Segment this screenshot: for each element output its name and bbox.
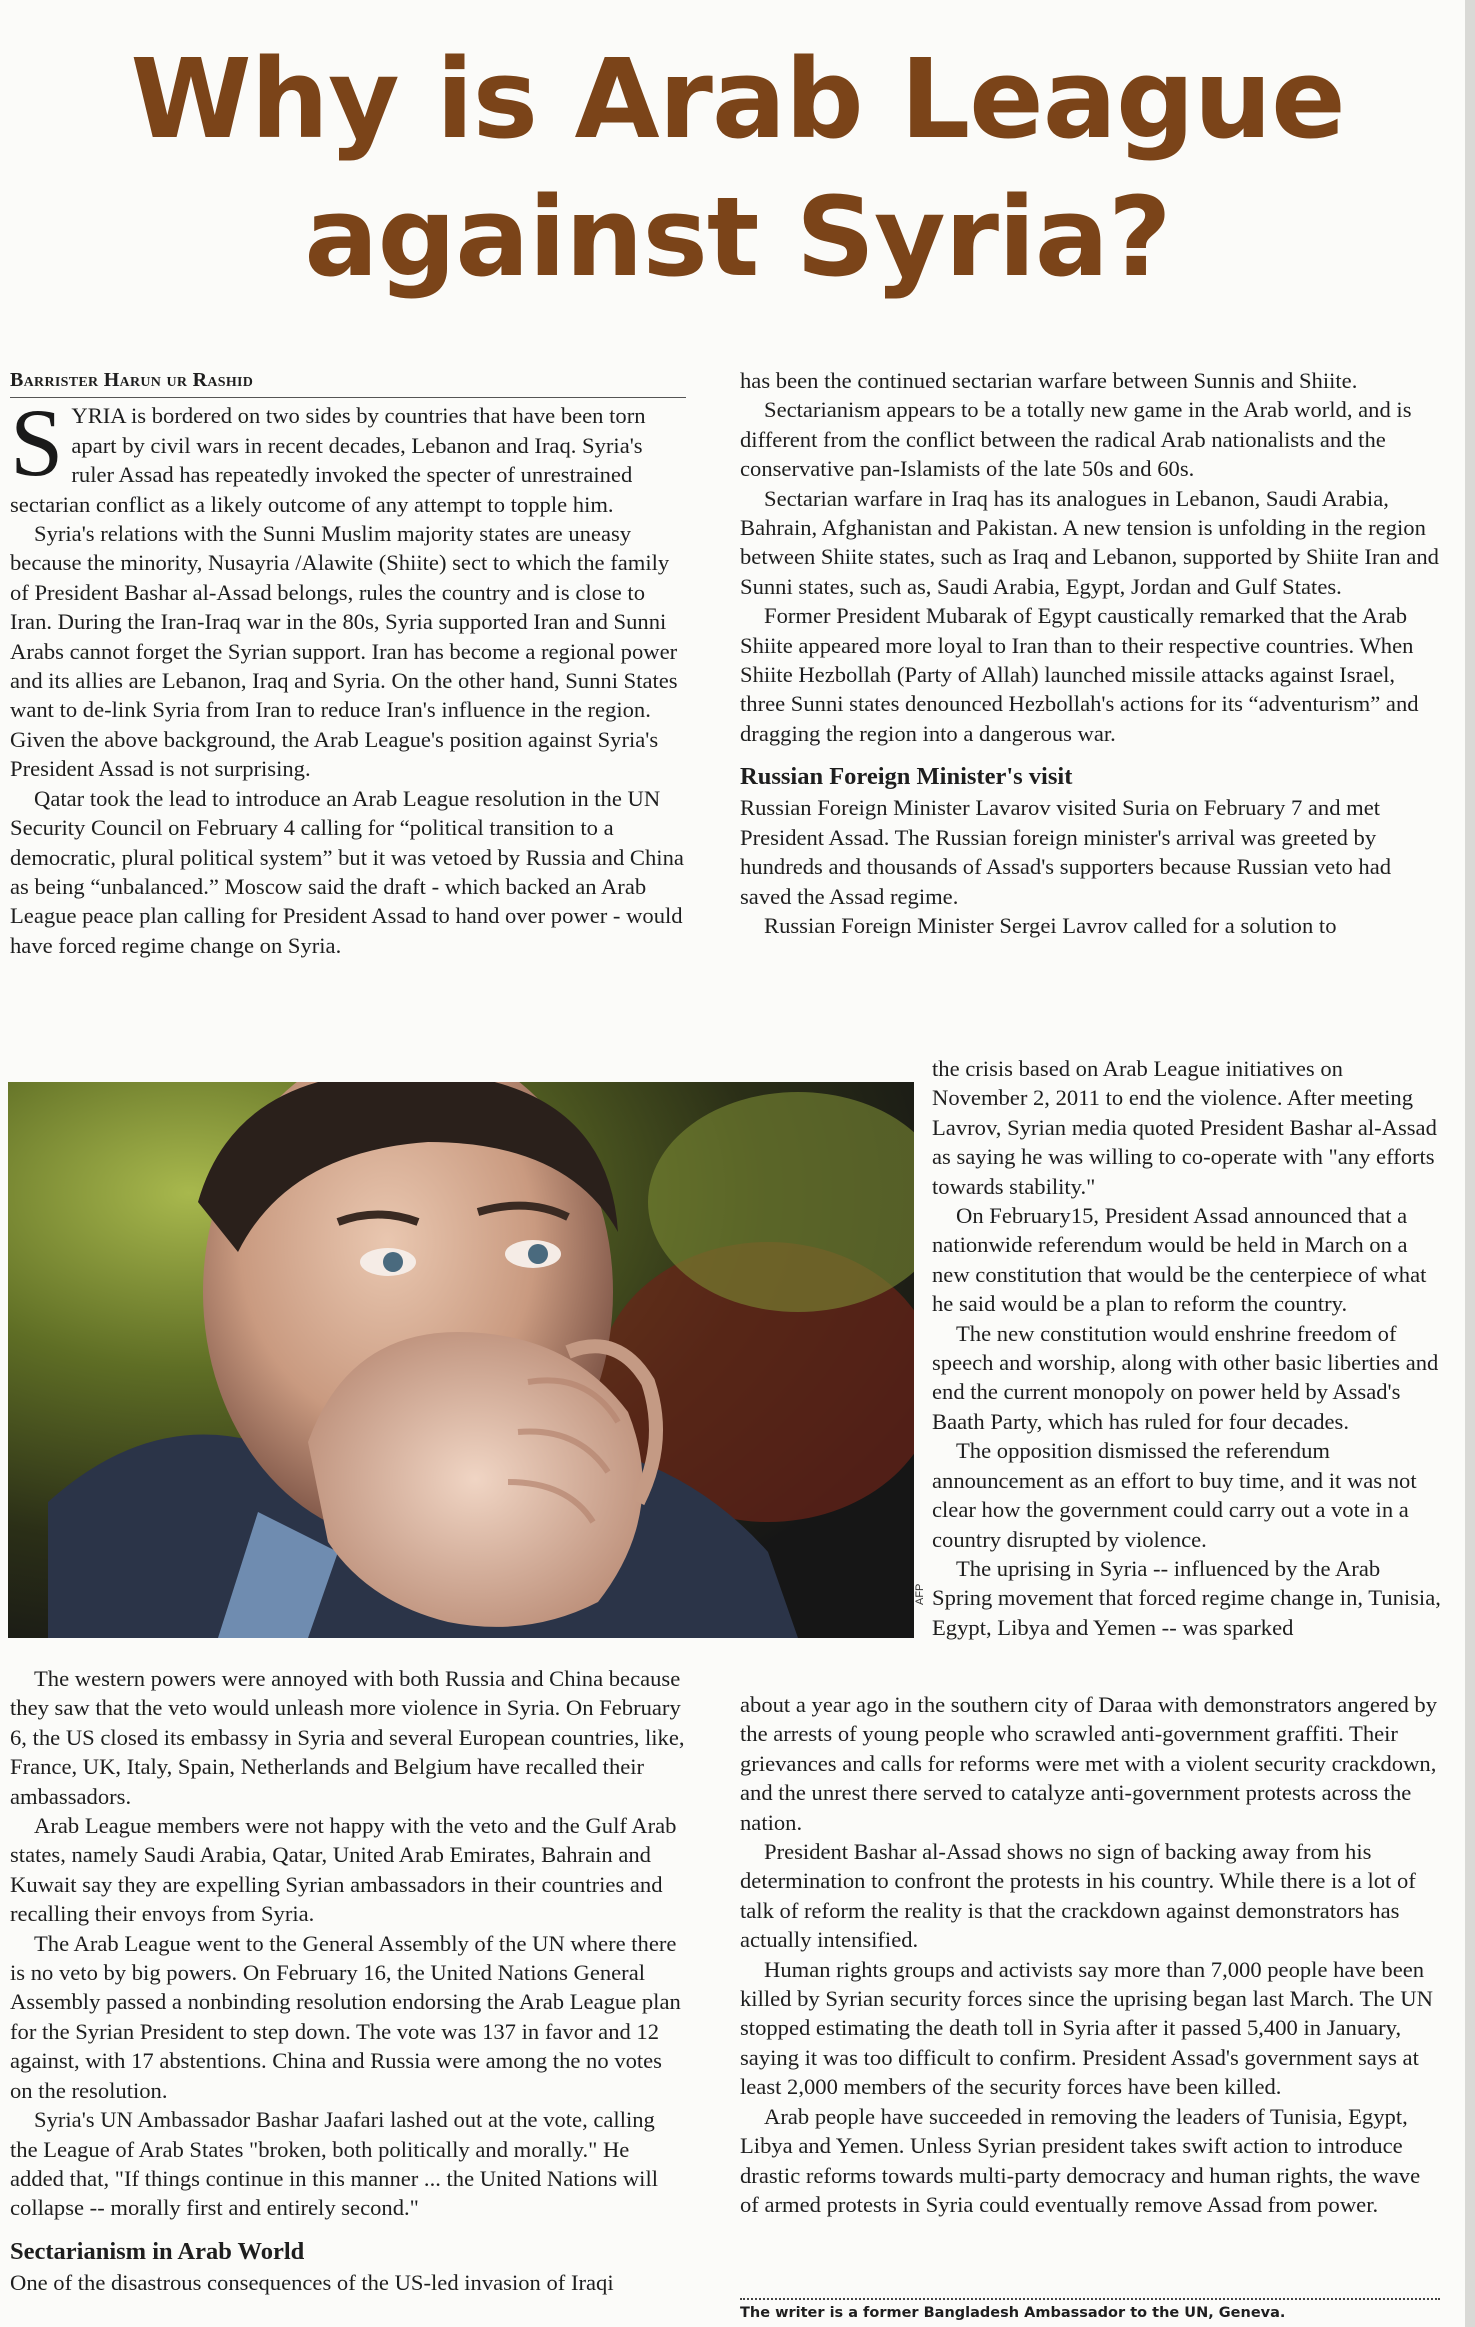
- paragraph: Sectarian warfare in Iraq has its analogues in Lebanon, Saudi Arabia, Bahrain, Afghanistan and Pakistan. A new tension is unfolding in the region between Shiite states, such as Iraq and Lebanon, supported by Shiite Iran and Sunni states, such as, Saudi Arabia, Egypt, Jordan and Gulf States.: [740, 485, 1439, 599]
- headline-line-2: against Syria?: [304, 173, 1171, 301]
- byline: Barrister Harun ur Rashid: [10, 366, 686, 398]
- page-edge: [1465, 0, 1475, 2327]
- paragraph: The Arab League went to the General Assembly of the UN where there is no veto by big powers. On February 16, the United Nations General Assembly passed a nonbinding resolution endorsing the Arab League plan for the Syrian President to step down. The vote was 137 in favor and 12 against, with 17 abstentions. China and Russia were among the no votes on the resolution.: [10, 1930, 681, 2103]
- subheading-sectarianism: Sectarianism in Arab World: [10, 2237, 305, 2265]
- headline: [0, 30, 1475, 306]
- paragraph-text: YRIA is bordered on two sides by countries that have been torn apart by civil wars in recent decades, Lebanon and Iraq. Syria's ruler Assad has repeatedly invoked the specter of unrestrained sectarian conflict as a likely outcome of any attempt to topple him.: [10, 403, 646, 517]
- paragraph: The opposition dismissed the referendum announcement as an effort to buy time, and it was not clear how the government could carry out a vote in a country disrupted by violence.: [932, 1438, 1417, 1552]
- article-column-left-top: [10, 366, 686, 960]
- paragraph: Qatar took the lead to introduce an Arab League resolution in the UN Security Council on February 4 calling for “political transition to a democratic, plural political system” but it was vetoed by Russia and China as being “unbalanced.” Moscow said the draft - which backed an Arab League peace plan calling for President Assad to hand over power - would have forced regime change on Syria.: [10, 785, 684, 958]
- paragraph: the crisis based on Arab League initiatives on November 2, 2011 to end the violence. After meeting Lavrov, Syrian media quoted President Bashar al-Assad as saying he was willing to co-operate with "any efforts towards stability.": [932, 1056, 1437, 1199]
- author-note: The writer is a former Bangladesh Ambassador to the UN, Geneva.: [740, 2305, 1286, 2321]
- paragraph: Sectarianism appears to be a totally new game in the Arab world, and is different from the conflict between the radical Arab nationalists and the conservative pan-Islamists of the late 50s and 60s.: [740, 397, 1412, 482]
- portrait-illustration: [8, 1082, 914, 1638]
- photo-credit: AFP: [914, 1583, 926, 1605]
- paragraph: The new constitution would enshrine freedom of speech and worship, along with other basic liberties and end the current monopoly on power held by Assad's Baath Party, which has ruled for four decades.: [932, 1320, 1439, 1434]
- paragraph: The uprising in Syria -- influenced by the Arab Spring movement that forced regime change in, Tunisia, Egypt, Libya and Yemen -- was sparked: [932, 1555, 1441, 1640]
- subheading-russian-visit: Russian Foreign Minister's visit: [740, 763, 1073, 791]
- paragraph: The western powers were annoyed with both Russia and China because they saw that the veto would unleash more violence in Syria. On February 6, the US closed its embassy in Syria and several European countries, like, France, UK, Italy, Spain, Netherlands and Belgium have recalled their ambassadors.: [10, 1666, 685, 1809]
- paragraph: Syria's UN Ambassador Bashar Jaafari lashed out at the vote, calling the League of Arab States "broken, both politically and morally." He added that, "If things continue in this manner ... the United Nations will collapse -- morally first and entirely second.": [10, 2107, 659, 2221]
- paragraph: One of the disastrous consequences of the US-led invasion of Iraqi: [10, 2269, 614, 2295]
- paragraph: President Bashar al-Assad shows no sign of backing away from his determination to confront the protests in his country. While there is a lot of talk of reform the reality is that the crackdown against demonstrators has actually intensified.: [740, 1839, 1416, 1953]
- article-column-left-bottom: [10, 1664, 686, 2297]
- paragraph: about a year ago in the southern city of Daraa with demonstrators angered by the arrests of young people who scrawled anti-government graffiti. Their grievances and calls for reforms were met with a violent security crackdown, and the unrest there served to catalyze anti-government protests across the nation.: [740, 1692, 1438, 1835]
- paragraph: On February15, President Assad announced that a nationwide referendum would be held in March on a new constitution that would be the centerpiece of what he said would be a plan to reform the country.: [932, 1203, 1427, 1317]
- article-column-right-wrap: [932, 1054, 1442, 1642]
- paragraph: Arab League members were not happy with the veto and the Gulf Arab states, namely Saudi Arabia, Qatar, United Arab Emirates, Bahrain and Kuwait say they are expelling Syrian ambassadors in their countries and recalling their envoys from Syria.: [10, 1813, 677, 1927]
- headline-line-1: Why is Arab League: [130, 35, 1345, 163]
- paragraph: has been the continued sectarian warfare between Sunnis and Shiite.: [740, 368, 1358, 393]
- paragraph: Russian Foreign Minister Lavarov visited Suria on February 7 and met President Assad. The Russian foreign minister's arrival was greeted by hundreds and thousands of Assad's supporters because Russian veto had saved the Assad regime.: [740, 795, 1392, 909]
- paragraph: Arab people have succeeded in removing the leaders of Tunisia, Egypt, Libya and Yemen. Unless Syrian president takes swift action to introduce drastic reforms towards multi-party democracy and human rights, the wave of armed protests in Syria could eventually remove Assad from power.: [740, 2103, 1421, 2217]
- paragraph: [10, 389, 686, 519]
- article-photo: [8, 1082, 914, 1638]
- paragraph: Russian Foreign Minister Sergei Lavrov called for a solution to: [764, 912, 1337, 938]
- paragraph: Syria's relations with the Sunni Muslim majority states are uneasy because the minority, Nusayria /Alawite (Shiite) sect to which the family of President Bashar al-Assad belongs, rules the country and is close to Iran. During the Iran-Iraq war in the 80s, Syria supported Iran and Sunni Arabs cannot forget the Syrian support. Iran has become a regional power and its allies are Lebanon, Iraq and Syria. On the other hand, Sunni States want to de-link Syria from Iran to reduce Iran's influence in the region. Given the above background, the Arab League's position against Syria's President Assad is not surprising.: [10, 521, 678, 782]
- drop-cap: S: [10, 389, 64, 497]
- article-column-right-bottom: [740, 1690, 1440, 2219]
- paragraph: Human rights groups and activists say more than 7,000 people have been killed by Syrian security forces since the uprising began last March. The UN stopped estimating the death toll in Syria after it passed 5,400 in January, saying it was too difficult to confirm. President Assad's government says at least 2,000 members of the security forces have been killed.: [740, 1956, 1433, 2100]
- footer-divider: [740, 2298, 1440, 2300]
- paragraph: Former President Mubarak of Egypt caustically remarked that the Arab Shiite appeared more loyal to Iran than to their respective countries. When Shiite Hezbollah (Party of Allah) launched missile attacks against Israel, three Sunni states denounced Hezbollah's actions for its “adventurism” and dragging the region into a dangerous war.: [740, 603, 1419, 746]
- article-column-right-top: [740, 366, 1440, 940]
